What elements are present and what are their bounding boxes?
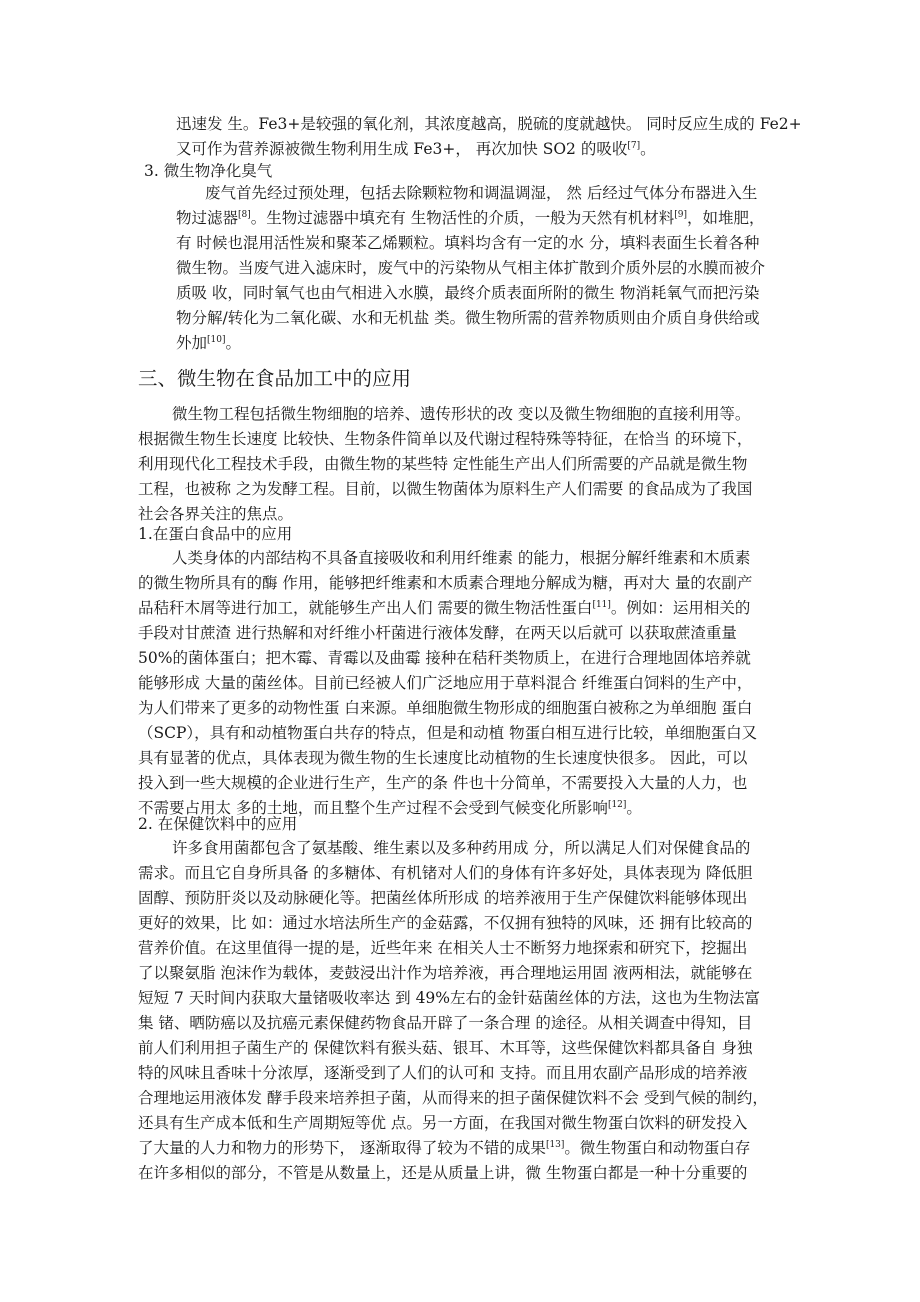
paragraph-line: 还具有生产成本低和生产周期短等优 点。另一方面，在我国对微生物蛋白饮料的研发投入 (138, 1114, 748, 1132)
citation-mark: [7] (627, 140, 641, 151)
subsection-heading: 2. 在保健饮料中的应用 (138, 815, 298, 833)
paragraph-line: 废气首先经过预处理，包括去除颗粒物和调温调湿， 然 后经过气体分布器进入生 (205, 184, 758, 202)
list-item-heading: 3. 微生物净化臭气 (144, 162, 273, 180)
paragraph-line: 人类身体的内部结构不具备直接吸收和利用纤维素 的能力，根据分解纤维素和木质素 (172, 549, 751, 567)
citation-mark: [12] (607, 799, 627, 810)
paragraph-line: （SCP），具有和动植物蛋白共存的特点，但是和动植 物蛋白相互进行比较，单细胞蛋白又 (138, 724, 758, 742)
citation-mark: [11] (592, 599, 611, 610)
paragraph-line: 具有显著的优点，具体表现为微生物的生长速度比动植物的生长速度快很多。 因此，可以 (138, 749, 748, 767)
citation-mark: [8] (238, 209, 251, 220)
paragraph-line: 物过滤器[8]。生物过滤器中填充有 生物活性的介质，一般为天然有机材料[9]，如堆肥， (176, 209, 765, 227)
paragraph-line: 特的风味且香味十分浓厚，逐渐受到了人们的认可和 支持。而且用农副产品形成的培养液 (138, 1064, 748, 1082)
paragraph-line: 营养价值。在这里值得一提的是，近些年来 在相关人士不断努力地探索和研究下，挖掘出 (138, 939, 748, 957)
paragraph-line: 集 锗、晒防癌以及抗癌元素保健药物食品开辟了一条合理 的途径。从相关调查中得知，目 (138, 1014, 753, 1032)
paragraph-line: 微生物工程包括微生物细胞的培养、遗传形状的改 变以及微生物细胞的直接利用等。 (172, 405, 751, 423)
citation-mark: [13] (545, 1139, 565, 1150)
paragraph-line: 手段对甘蔗渣 进行热解和对纤维小杆菌进行液体发酵，在两天以后就可 以获取蔗渣重量 (138, 624, 737, 642)
paragraph-line: 物分解/转化为二氧化碳、水和无机盐 类。微生物所需的营养物质则由介质自身供给或 (176, 309, 760, 327)
citation-mark: [10] (207, 334, 226, 345)
paragraph-line: 了以聚氨脂 泡沫作为载体，麦鼓浸出汁作为培养液，再合理地运用固 液两相法，就能够在 (138, 964, 753, 982)
paragraph-line: 不需要占用太 多的土地，而且整个生产过程不会受到气候变化所影响[12]。 (138, 799, 642, 817)
paragraph-line: 更好的效果，比 如：通过水培法所生产的金菇露，不仅拥有独特的风味，还 拥有比较高的 (138, 914, 753, 932)
paragraph-line: 质吸 收，同时氧气也由气相进入水膜，最终介质表面所附的微生 物消耗氧气而把污染 (176, 284, 760, 302)
paragraph-line: 社会各界关注的焦点。 (138, 505, 294, 523)
paragraph-line: 了大量的人力和物力的形势下， 逐渐取得了较为不错的成果[13]。微生物蛋白和动物蛋白存 (138, 1139, 751, 1157)
paragraph-line: 在许多相似的部分，不管是从数量上，还是从质量上讲，微 生物蛋白都是一种十分重要的 (138, 1164, 748, 1182)
paragraph-line: 50%的菌体蛋白；把木霉、青霉以及曲霉 接种在秸秆类物质上，在进行合理地固体培养就 (138, 649, 751, 667)
paragraph-line: 品秸秆木屑等进行加工，就能够生产出人们 需要的微生物活性蛋白[11]。例如：运用相关的 (138, 599, 751, 617)
paragraph-line: 有 时候也混用活性炭和聚苯乙烯颗粒。填料均含有一定的水 分，填料表面生长着各种 (176, 234, 760, 252)
paragraph-line: 利用现代化工程技术手段，由微生物的某些特 定性能生产出人们所需要的产品就是微生物 (138, 455, 748, 473)
paragraph-line: 工程，也被称 之为发酵工程。目前，以微生物菌体为原料生产人们需要 的食品成为了我国 (138, 480, 753, 498)
paragraph-line: 迅速发 生。Fe3+是较强的氧化剂，其浓度越高，脱硫的度就越快。 同时反应生成的 Fe2+ (176, 115, 802, 133)
subsection-heading: 1.在蛋白食品中的应用 (138, 525, 293, 543)
citation-mark: [9] (674, 209, 687, 220)
paragraph-line: 前人们利用担子菌生产的 保健饮料有猴头菇、银耳、木耳等，这些保健饮料都具备自 身独 (138, 1039, 753, 1057)
paragraph-line: 微生物。当废气进入滤床时，废气中的污染物从气相主体扩散到介质外层的水膜而被介 (176, 259, 766, 277)
paragraph-line: 又可作为营养源被微生物利用生成 Fe3+， 再次加快 SO2 的吸收[7]。 (176, 140, 656, 158)
paragraph-line: 外加[10]。 (176, 334, 242, 352)
paragraph-line: 为人们带来了更多的动物性蛋 白来源。单细胞微生物形成的细胞蛋白被称之为单细胞 蛋白 (138, 699, 753, 717)
paragraph-line: 短短 7 天时间内获取大量锗吸收率达 到 49%左右的金针菇菌丝体的方法，这也为生物法富 (138, 989, 761, 1007)
paragraph-line: 能够形成 大量的菌丝体。目前已经被人们广泛地应用于草料混合 纤维蛋白饲料的生产中， (138, 674, 753, 692)
paragraph-line: 合理地运用液体发 酵手段来培养担子菌，从而得来的担子菌保健饮料不会 受到气候的制约， (138, 1089, 768, 1107)
section-heading: 三、微生物在食品加工中的应用 (138, 367, 412, 390)
paragraph-line: 需求。而且它自身所具备 的多糖体、有机锗对人们的身体有许多好处，具体表现为 降低胆 (138, 864, 753, 882)
paragraph-line: 许多食用菌都包含了氨基酸、维生素以及多种药用成 分，所以满足人们对保健食品的 (172, 839, 751, 857)
paragraph-line: 的微生物所具有的酶 作用，能够把纤维素和木质素合理地分解成为糖，再对大 量的农副产 (138, 574, 753, 592)
paragraph-line: 固醇、预防肝炎以及动脉硬化等。把菌丝体所形成 的培养液用于生产保健饮料能够体现出 (138, 889, 748, 907)
paragraph-line: 根据微生物生长速度 比较快、生物条件简单以及代谢过程特殊等特征，在恰当 的环境下， (138, 430, 753, 448)
paragraph-line: 投入到一些大规模的企业进行生产，生产的条 件也十分简单，不需要投入大量的人力，也 (138, 774, 748, 792)
